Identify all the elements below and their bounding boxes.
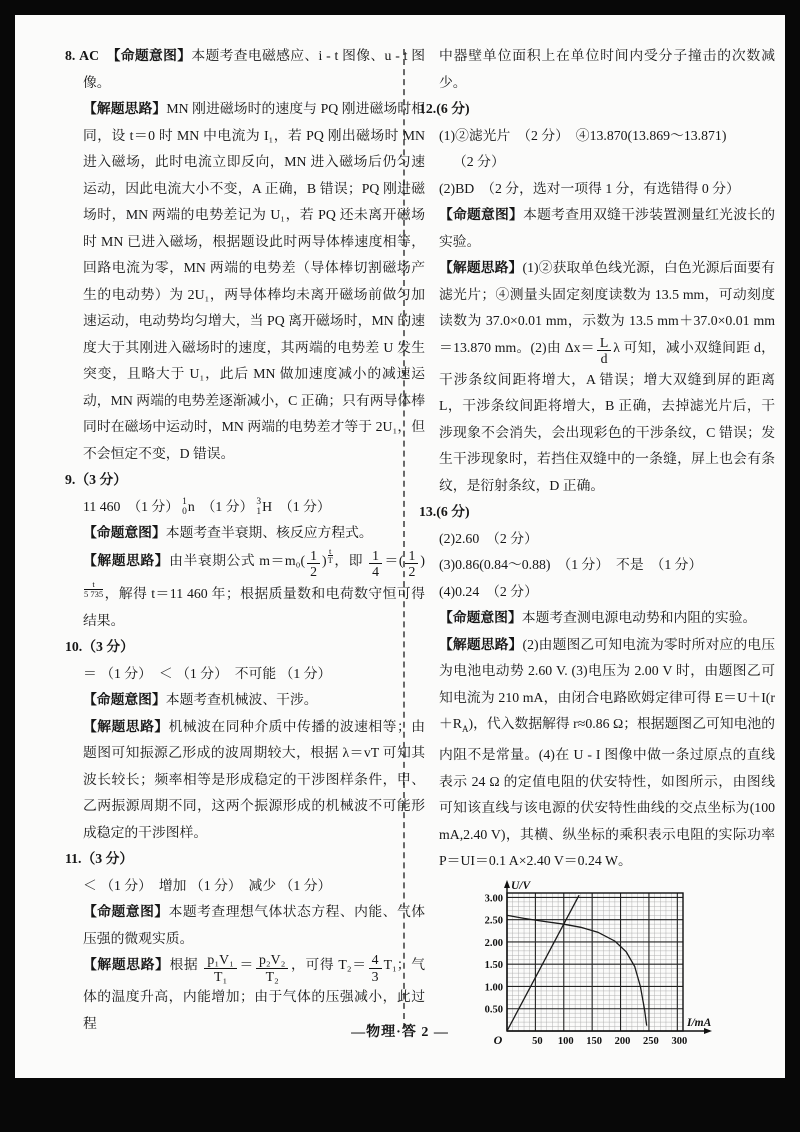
q10-header (65, 634, 425, 661)
exponent-t-over-5735: t 5 735 (84, 578, 104, 599)
q13-intent-label: 【命题意图】 (439, 610, 522, 626)
q9-score-1: （1 分） (120, 498, 180, 514)
right-column (419, 43, 775, 1074)
q10-number: 10.（3 分） (65, 639, 134, 655)
left-column (65, 43, 425, 1037)
q9-think-label: 【解题思路】 (83, 552, 170, 568)
q11-answer-line (83, 873, 425, 900)
q10-think-text: 机械波在同种介质中传播的波速相等；由题图可知振源乙形成的波周期较大，根据 λ＝vT 可知其波长较长；频率相等是形成稳定的干涉图样条件，甲、乙两振源周期不同，这两个振源形成的机械波不可能形成稳定的干涉图样。 (83, 718, 426, 840)
q9-score-3: （1 分） (272, 498, 331, 514)
svg-text:150: 150 (586, 1035, 603, 1047)
q13-answer-4: (4)0.24 （2 分） (439, 583, 538, 599)
q9-answer-value: 11 460 (83, 498, 121, 514)
q9-answer-line (83, 494, 425, 521)
fraction-L-over-d: $\frac{L}{d}$ (597, 335, 611, 367)
q11-continuation-text: 中器壁单位面积上在单位时间内受分子撞击的次数减少。 (439, 48, 775, 90)
q13-answer-3: (3)0.86(0.84～0.88) （1 分） 不是 （1 分） (439, 557, 703, 573)
q11-number: 11.（3 分） (65, 851, 134, 867)
q13-answer-line-3 (439, 552, 775, 579)
q11-header (65, 846, 425, 873)
q9-intent-text: 本题考查半衰期、核反应方程式。 (165, 525, 373, 540)
q13-intent-paragraph (439, 605, 775, 632)
q10-intent-text: 本题考查机械波、干涉。 (165, 692, 318, 708)
q13-intent-text: 本题考查测电源电动势和内阻的实验。 (521, 610, 757, 626)
q12-intent-label: 【命题意图】 (439, 207, 524, 222)
q8-first-paragraph (65, 43, 426, 96)
svg-text:50: 50 (532, 1035, 543, 1047)
tritium-symbol: H (262, 498, 273, 514)
q12-think-paragraph: 【解题思路】(1)②获取单色线光源，白色光源后面要有滤光片；④测量头固定刻度读数为 13.5 mm，可动刻度读数为 37.0×0.01 mm，示数为 13.5 mm＋37.0×0.01 mm＝13.870 mm。(2)由 Δx＝ $\frac{L}{d}$ λ 可知，减小双缝间距 d，干涉条纹间距将增大，A 错误；增大双缝到屏的距离 L，干涉条纹间距将增大，B 正确，去掉滤光片后，干涉现象不会消失，会出现彩色的干涉条纹，C 错误；发生干涉现象时，若挡住双缝中的一条缝，屏上也会有条纹，是衍射条纹，D 正确。 (439, 260, 776, 493)
q11-intent-paragraph (83, 899, 425, 952)
tritium-notation: 3 1 (256, 497, 262, 518)
fraction-one-half: $\frac{1}{2}$ (307, 548, 320, 580)
q8-think-label: 【解题思路】 (83, 101, 167, 116)
q12-header (419, 96, 775, 123)
q10-intent-label: 【命题意图】 (83, 692, 166, 708)
q13-think-paragraph: 【解题思路】(2)由题图乙可知电流为零时所对应的电压为电池电动势 2.60 V. (3)电压为 2.00 V 时，由题图乙可知电流为 210 mA，由闭合电路欧姆定律可得 $E=U+I(r+R_A)$，代入数据解得 r≈0.86 Ω；根据题图乙可知电池的内阻不是常量。(4)在 U - I 图像中做一条过原点的直线表示 24 Ω 的定值电阻的伏安特性，如图所示，由图线可知该直线与该电源的伏安特性曲线的交点坐标为(100 mA,2.40 V)，其横、纵坐标的乘积表示电阻的实际功率 P＝UI＝0.1 A×2.40 V＝0.24 W。 (439, 636, 776, 869)
q12-answer-line-2 (439, 176, 775, 203)
q10-intent-paragraph (83, 687, 425, 714)
document-page (15, 15, 785, 1078)
q9-number: 9.（3 分） (65, 472, 128, 487)
q8-think-text: MN 刚进磁场时的速度与 PQ 刚进磁场时相同，设 t＝0 时 MN 中电流为 I₁，若 PQ 刚出磁场时 MN 进入磁场，此时电流立即反向，MN 进入磁场后仍匀速运动，因此电流大小不变，A 正确，B 错误；PQ 刚进磁场时，MN 两端的电势差记为 U₁，若 PQ 还未离开磁场时 MN 已进入磁场，根据题设此时两导体棒速度相等，回路电流为零，MN 两端的电势差（导体棒切割磁场产生的电动势）为 2U₁，两导体棒均未离开磁场前做匀加速运动，电动势均匀增大，当 PQ 离开磁场时，MN 的速度大于其刚进入磁场时的速度，其两端的电势差 U 发生突变，且略大于 U₁，此后 MN 做加速度减小的减速运动，MN 两端的电势差逐渐减小，C 正确；只有两导体棒同时在磁场中运动时，MN 两端的电势差才等于 2U₁，但不会恒定不变，D 错误。 (83, 101, 426, 461)
svg-text:200: 200 (614, 1035, 631, 1047)
svg-text:I/mA: I/mA (687, 1016, 712, 1029)
q13-number: 13.(6 分) (419, 504, 470, 520)
svg-text:1.00: 1.00 (484, 982, 503, 994)
q11-continuation-paragraph (439, 43, 775, 96)
fraction-p2V2-T2: $\frac{\text{p₂V₂}}{\text{T₂}}$ (256, 952, 288, 984)
svg-text:2.00: 2.00 (484, 937, 503, 949)
q9-score-2: （1 分） (194, 498, 254, 514)
q12-answer-2: (2)BD （2 分，选对一项得 1 分，有选错得 0 分） (439, 180, 740, 196)
subscript-A: A (462, 723, 469, 734)
q12-answer-line-1b (453, 149, 775, 176)
fraction-one-half-2: $\frac{1}{2}$ (405, 548, 418, 580)
q8-answer: AC (79, 48, 100, 63)
q8-intent-text: 本题考查电磁感应、i - t 图像、u - t 图像。 (83, 48, 426, 90)
uv-chart-container (467, 879, 775, 1075)
q13-answer-line-4 (439, 579, 775, 606)
exponent-t-over-T: t T (327, 545, 333, 566)
svg-text:O: O (493, 1032, 503, 1047)
q10-think-label: 【解题思路】 (83, 718, 169, 734)
svg-text:250: 250 (643, 1035, 659, 1047)
fraction-one-quarter: $\frac{1}{4}$ (369, 548, 382, 580)
neutron-notation: 1 0 (182, 497, 187, 518)
svg-text:U/V: U/V (511, 879, 531, 892)
q11-intent-label: 【命题意图】 (83, 904, 169, 920)
svg-text:300: 300 (671, 1035, 688, 1047)
q12-number: 12.(6 分) (419, 101, 470, 116)
q9-think-paragraph: 【解题思路】由半衰期公式 m＝m₀( $\frac{1}{2}$ ) $^{\frac{t}{T}}$ ，即 $\frac{1}{4}$ ＝( $\frac{1}{2}$ ) $^{\frac{t}{5 735}}$ ，解得 t＝11 460 年；根据质量数和电荷数守恒可得结果。 (83, 545, 425, 628)
q8-number: 8. (65, 48, 76, 63)
q13-answer-line-2 (439, 526, 775, 553)
q11-think-label: 【解题思路】 (83, 957, 170, 973)
q10-answer: ＝ （1 分） ＜ （1 分） 不可能 （1 分） (83, 665, 332, 681)
neutron-symbol: n (187, 498, 195, 514)
fraction-p1V1-T1: $\frac{\text{p₁V₁}}{\text{T₁}}$ (204, 952, 236, 984)
q10-answer-line (83, 661, 425, 688)
q12-intent-paragraph (439, 202, 775, 255)
q11-answer: ＜ （1 分） 增加 （1 分） 减少 （1 分） (83, 877, 332, 893)
q8-think-paragraph (83, 96, 425, 467)
q12-think-label: 【解题思路】 (439, 260, 523, 275)
q9-intent-label: 【命题意图】 (83, 525, 166, 540)
page-footer: —物理·答 2 — (351, 1025, 449, 1040)
q11-intent-text: 本题考查理想气体状态方程、内能、气体压强的微观实质。 (83, 904, 426, 946)
q13-think-label: 【解题思路】 (439, 636, 523, 652)
q10-think-paragraph (83, 714, 425, 847)
q12-intent-text: 本题考查用双缝干涉装置测量红光波长的实验。 (439, 207, 776, 249)
q12-answer-1: (1)②滤光片 （2 分） ④13.870(13.869～13.871) (439, 127, 727, 143)
q9-header (65, 467, 425, 494)
q8-intent-label: 【命题意图】 (113, 48, 192, 63)
q9-intent-paragraph (83, 520, 425, 547)
svg-text:1.50: 1.50 (484, 959, 503, 971)
svg-text:2.50: 2.50 (484, 915, 503, 927)
svg-text:100: 100 (557, 1035, 574, 1047)
q13-answer-2: (2)2.60 （2 分） (439, 530, 538, 546)
svg-text:0.50: 0.50 (484, 1004, 503, 1016)
q12-answer-1b: （2 分） (453, 154, 505, 169)
q12-answer-line-1 (439, 123, 775, 150)
q11-think-paragraph: 【解题思路】根据 $\frac{\text{p₁V₁}}{\text{T₁}}$ ＝ $\frac{\text{p₂V₂}}{\text{T₂}}$ ，可得 T₂＝ $\frac{4}{3}$ T₁；气体的温度升高，内能增加；由于气体的压强减小，此过程 (83, 952, 426, 1031)
svg-text:3.00: 3.00 (484, 893, 503, 905)
fraction-four-thirds: $\frac{4}{3}$ (369, 952, 382, 984)
q13-header (419, 499, 775, 526)
